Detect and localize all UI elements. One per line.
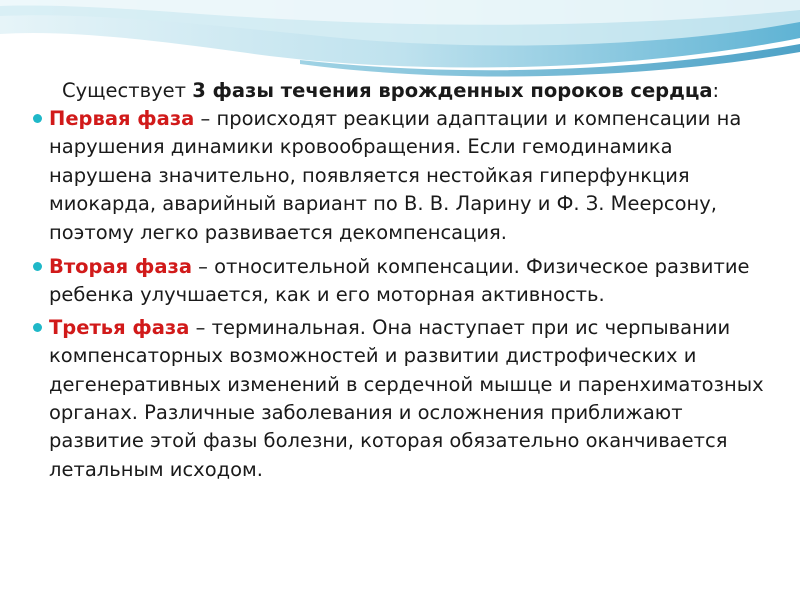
intro-prefix: Существует [62, 79, 193, 102]
phase-text: – происходят реакции адаптации и компенсации на нарушения динамики кровообращения. Если гемодинамика нарушена значительно, появляется нестойкая гиперфункция миокарда, аварийный вариант по В. В. Ларину и Ф. З. Меерсону, поэтому легко развивается декомпенсация. [49, 107, 742, 244]
phase-item-2 [0, 253, 769, 310]
bullet-dot-icon [33, 114, 42, 123]
phase-text: – относительной компенсации. Физическое развитие ребенка улучшается, как и его моторная активность. [49, 255, 750, 307]
intro-paragraph [62, 76, 762, 105]
phase-item-1 [0, 105, 769, 247]
bullet-dot-icon [33, 262, 42, 271]
phase-term: Первая фаза [49, 107, 195, 130]
slide-content [0, 76, 800, 484]
intro-bold: 3 фазы течения врожденных пороков сердца [192, 79, 713, 102]
phase-term: Вторая фаза [49, 255, 192, 279]
phase-text: – терминальная. Она наступает при ис черпывании компенсаторных возможностей и развитии дистрофических и дегенеративных изменений в сердечной мышце и паренхиматозных органах. Различные заболевания и осложнения приближают развитие этой фазы болезни, которая обязательно оканчивается летальным исходом. [49, 315, 764, 481]
intro-suffix: : [712, 79, 720, 102]
bullet-dot-icon [33, 323, 42, 332]
phase-term: Третья фаза [49, 315, 190, 339]
phase-item-3 [0, 314, 769, 484]
header-wave-decoration [0, 0, 800, 80]
